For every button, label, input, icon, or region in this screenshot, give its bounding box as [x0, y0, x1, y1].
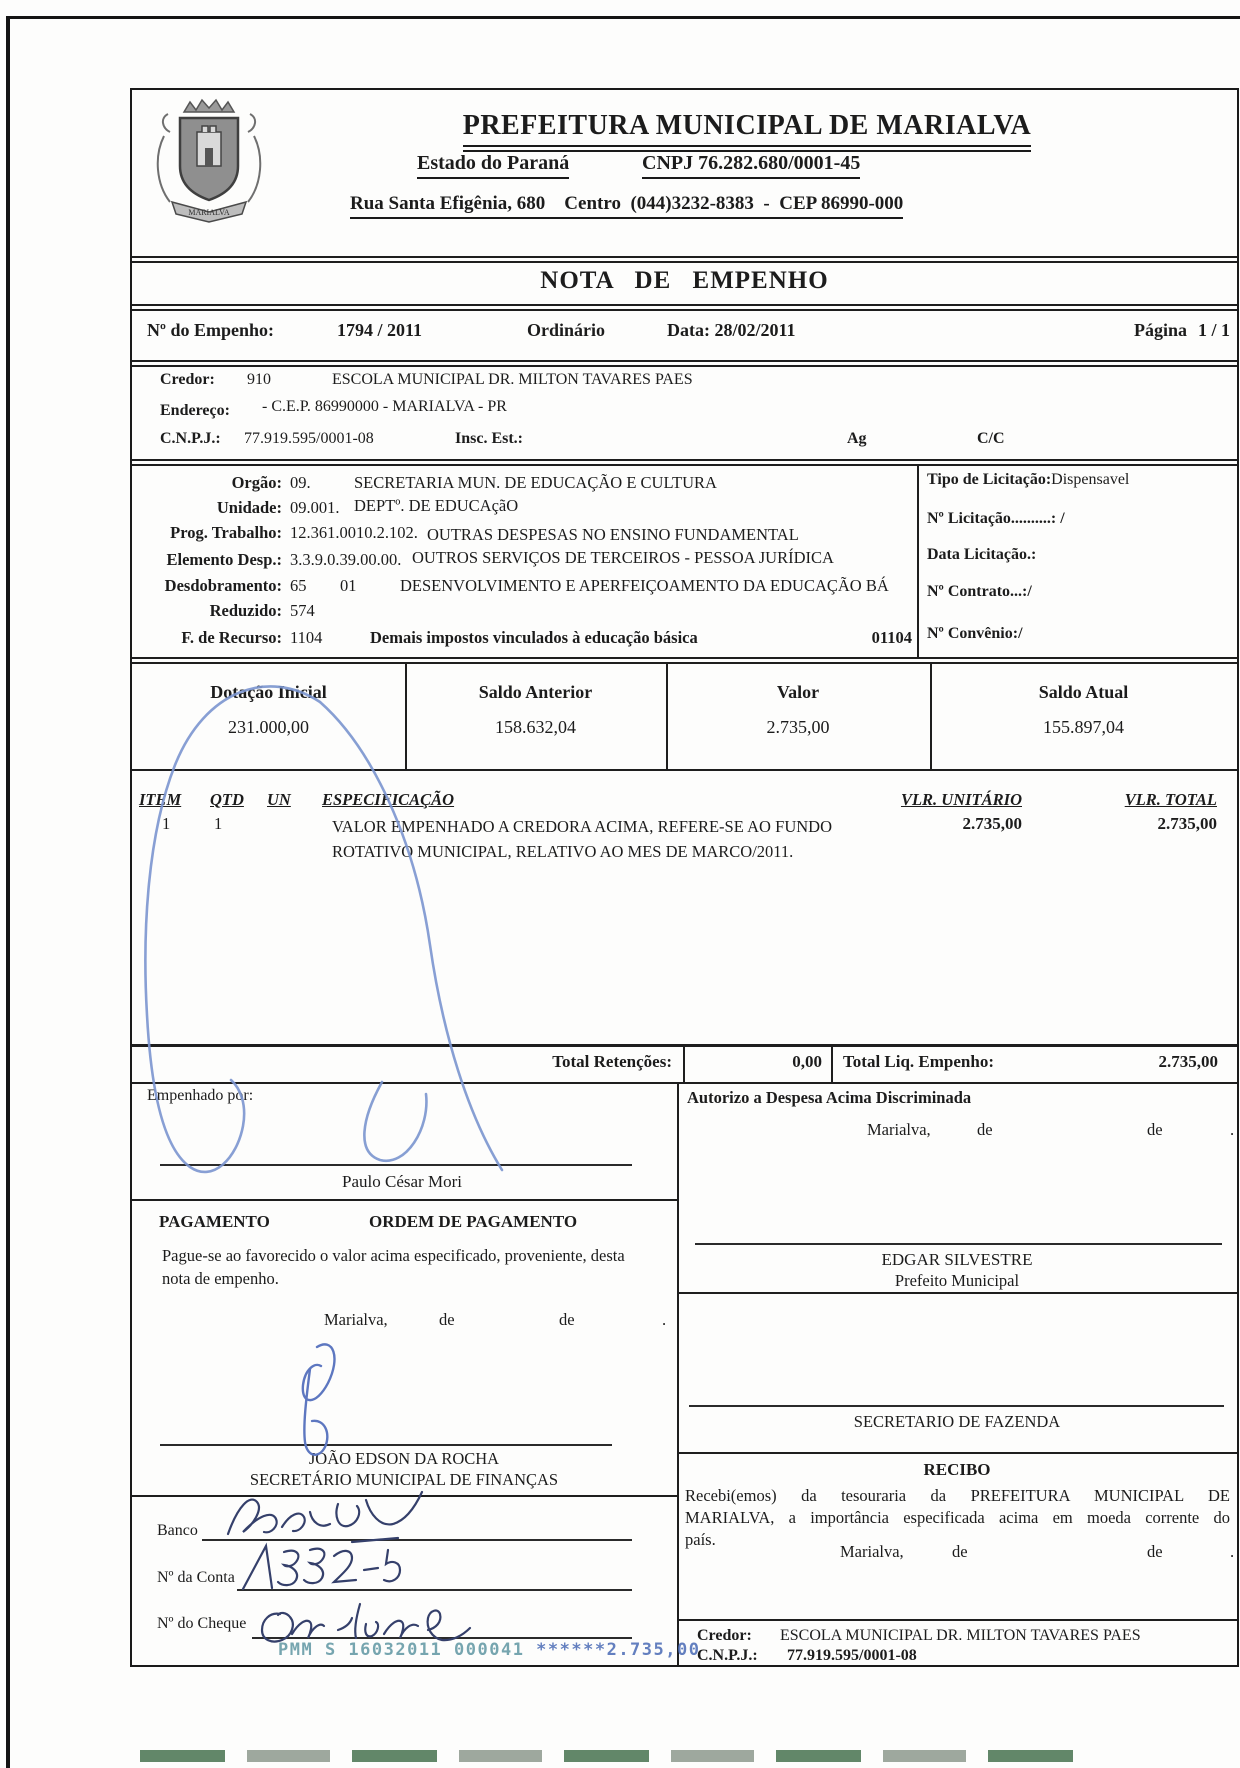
tipo-licitacao-row	[927, 471, 1129, 489]
autorizo-de2: de	[1147, 1120, 1163, 1139]
recibo-cnpj-value: 77.919.595/0001-08	[787, 1647, 917, 1664]
divider	[132, 304, 1237, 306]
banco-field-line	[202, 1539, 632, 1541]
orgao-label: Orgão:	[231, 473, 282, 492]
unidade-code: 09.001.	[290, 498, 340, 517]
header-cnpj: CNPJ 76.282.680/0001-45	[642, 152, 860, 179]
empenhado-name: Paulo César Mori	[342, 1172, 462, 1191]
dotacao-col-divider	[666, 662, 668, 769]
credor-cnpj-value: 77.919.595/0001-08	[244, 430, 374, 447]
scan-edge-left	[6, 16, 10, 1768]
right-divider	[677, 1292, 1237, 1294]
svg-text:MARIALVA: MARIALVA	[188, 208, 230, 217]
credor-code: 910	[247, 371, 271, 388]
insc-est-label: Insc. Est.:	[455, 430, 524, 447]
autorizo-de1: de	[977, 1120, 993, 1139]
saldo-atual-header: Saldo Atual	[1038, 682, 1129, 702]
reduzido-label: Reduzido:	[209, 601, 282, 620]
empenho-type: Ordinário	[527, 320, 606, 340]
item-number: 1	[162, 814, 171, 833]
right-divider	[677, 1452, 1237, 1454]
item-vlr-unitario: 2.735,00	[962, 814, 1022, 833]
elemento-desp-code: 3.3.9.0.39.00.00.	[290, 550, 402, 569]
divider	[132, 459, 1237, 461]
prog-trabalho-code: 12.361.0010.2.102.	[290, 523, 418, 542]
dotacao-inicial-header: Dotação Inicial	[210, 682, 327, 702]
divider	[132, 1082, 1237, 1084]
prefeito-title: Prefeito Municipal	[894, 1271, 1020, 1290]
fonte-recurso-label: F. de Recurso:	[181, 628, 282, 647]
total-liq-value: 2.735,00	[1158, 1052, 1218, 1071]
pagamento-de2: de	[559, 1310, 575, 1329]
dotacao-col-divider	[930, 662, 932, 769]
dotacao-inicial-value: 231.000,00	[228, 717, 309, 737]
autorizo-city: Marialva,	[867, 1120, 931, 1139]
bank-validation-stamp	[278, 1640, 700, 1660]
financas-name: JOÃO EDSON DA ROCHA	[308, 1449, 500, 1468]
pagamento-dot: .	[662, 1310, 667, 1329]
ag-label: Ag	[847, 430, 867, 447]
conta-label: Nº da Conta	[157, 1569, 235, 1586]
empenho-date: Data: 28/02/2011	[667, 320, 796, 340]
desdobramento-desc: DESENVOLVIMENTO E APERFEIÇOAMENTO DA EDUCAÇÃO BÁ	[400, 576, 889, 595]
valor-header: Valor	[776, 682, 820, 702]
recibo-city: Marialva,	[840, 1542, 904, 1561]
tipo-licitacao-label: Tipo de Licitação:	[927, 471, 1052, 488]
recibo-line1: Recebi(emos) da tesouraria da PREFEITURA MUNICIPAL DE	[685, 1486, 1230, 1505]
item-col-header: ITEM	[139, 790, 182, 809]
desdobramento-label: Desdobramento:	[164, 576, 282, 595]
pagamento-label: PAGAMENTO	[159, 1212, 270, 1231]
doc-title: NOTA DE EMPENHO	[540, 267, 829, 294]
especificacao-col-header: ESPECIFICAÇÃO	[322, 790, 455, 809]
elemento-desp-desc: OUTROS SERVIÇOS DE TERCEIROS - PESSOA JURÍDICA	[412, 548, 834, 567]
banco-label: Banco	[157, 1522, 198, 1539]
reduzido-code: 574	[290, 601, 315, 620]
total-liq-label: Total Liq. Empenho:	[843, 1052, 994, 1071]
fonte-recurso-desc: Demais impostos vinculados à educação básica	[370, 628, 698, 647]
num-contrato-label: Nº Contrato...:/	[927, 583, 1032, 600]
left-divider	[132, 1199, 677, 1201]
conta-field-line	[237, 1589, 632, 1591]
recibo-title: RECIBO	[923, 1460, 991, 1479]
pagamento-city: Marialva,	[324, 1310, 388, 1329]
saldo-anterior-value: 158.632,04	[495, 717, 576, 737]
autorizo-label: Autorizo a Despesa Acima Discriminada	[687, 1088, 972, 1107]
saldo-anterior-header: Saldo Anterior	[478, 682, 593, 702]
empenhado-por-label: Empenhado por:	[147, 1087, 254, 1104]
header-title-wrap	[282, 110, 1212, 147]
endereco-label: Endereço:	[160, 402, 230, 419]
endereco-value: - C.E.P. 86990000 - MARIALVA - PR	[262, 398, 507, 415]
right-divider	[677, 1619, 1237, 1621]
valor-value: 2.735,00	[766, 717, 830, 737]
totals-divider	[831, 1044, 833, 1082]
recibo-credor-label: Credor:	[697, 1627, 752, 1644]
desdobramento-code: 65	[290, 576, 307, 595]
credor-label: Credor:	[160, 371, 215, 388]
divider	[132, 261, 1237, 263]
divider	[132, 360, 1237, 362]
divider	[132, 309, 1237, 311]
recibo-dot: .	[1230, 1542, 1235, 1561]
financas-title: SECRETÁRIO MUNICIPAL DE FINANÇAS	[249, 1470, 559, 1489]
pague-se-line1: Pague-se ao favorecido o valor acima especificado, proveniente, desta	[162, 1246, 625, 1265]
nota-de-empenho-form	[130, 88, 1239, 1667]
total-retencoes-value: 0,00	[792, 1052, 822, 1071]
data-licitacao-label: Data Licitação.:	[927, 546, 1037, 563]
financas-signature-line	[160, 1444, 612, 1446]
fonte-recurso-extra: 01104	[871, 628, 912, 647]
orgao-code: 09.	[290, 473, 311, 492]
vlr-unitario-col-header: VLR. UNITÁRIO	[900, 790, 1022, 809]
prog-trabalho-label: Prog. Trabalho:	[170, 523, 282, 542]
divider	[132, 662, 1237, 664]
scan-color-strip	[140, 1750, 1090, 1762]
prefeito-signature-line	[695, 1243, 1222, 1245]
num-convenio-label: Nº Convênio:/	[927, 625, 1023, 642]
pague-se-line2: nota de empenho.	[162, 1269, 279, 1288]
fonte-recurso-code: 1104	[290, 628, 323, 647]
totals-divider	[683, 1044, 685, 1082]
pague-se-text	[162, 1244, 667, 1290]
item-spec	[332, 814, 832, 864]
municipal-coat-of-arms-logo	[150, 98, 268, 230]
left-divider	[132, 1495, 677, 1497]
pagamento-de1: de	[439, 1310, 455, 1329]
unidade-desc: DEPTº. DE EDUCAçãO	[354, 496, 519, 515]
page-value: 1 / 1	[1198, 320, 1231, 340]
doc-title-band	[132, 267, 1237, 295]
autorizo-dot: .	[1230, 1120, 1235, 1139]
fazenda-signature-line	[689, 1405, 1224, 1407]
dotacao-col-divider	[405, 662, 407, 769]
scan-edge-top	[6, 16, 1240, 19]
item-spec-line2: ROTATIVO MUNICIPAL, RELATIVO AO MES DE MARCO/2011.	[332, 842, 794, 861]
header-address: Rua Santa Efigênia, 680 Centro (044)3232-8383 - CEP 86990-000	[350, 193, 903, 219]
stamp-left: PMM S 16032011 000041	[278, 1640, 537, 1660]
divider	[132, 657, 1237, 659]
recibo-cnpj-label: C.N.P.J.:	[697, 1647, 758, 1664]
recibo-de2: de	[1147, 1542, 1163, 1561]
empenho-number-label: Nº do Empenho:	[147, 320, 274, 340]
unidade-label: Unidade:	[216, 498, 282, 517]
recibo-credor-name: ESCOLA MUNICIPAL DR. MILTON TAVARES PAES	[780, 1627, 1141, 1644]
num-licitacao-label: Nº Licitação..........: /	[927, 510, 1065, 527]
item-qtd: 1	[214, 814, 223, 833]
recibo-line3: país.	[685, 1530, 716, 1549]
bottom-column-divider	[677, 1082, 679, 1665]
prefeito-name: EDGAR SILVESTRE	[881, 1250, 1033, 1269]
empenho-number-value: 1794 / 2011	[337, 320, 423, 340]
item-spec-line1: VALOR EMPENHADO A CREDORA ACIMA, REFERE-SE AO FUNDO	[332, 817, 832, 836]
vlr-total-col-header: VLR. TOTAL	[1124, 790, 1217, 809]
ordem-pagamento-label: ORDEM DE PAGAMENTO	[369, 1212, 578, 1231]
orgao-licitacao-divider	[917, 464, 919, 657]
divider	[132, 464, 1237, 466]
elemento-desp-label: Elemento Desp.:	[166, 550, 282, 569]
page-label: Página	[1134, 320, 1188, 340]
recibo-de1: de	[952, 1542, 968, 1561]
total-retencoes-label: Total Retenções:	[552, 1052, 672, 1071]
divider	[132, 256, 1237, 258]
prefeitura-title: PREFEITURA MUNICIPAL DE MARIALVA	[463, 110, 1032, 147]
fazenda-title: SECRETARIO DE FAZENDA	[853, 1412, 1061, 1431]
credor-cnpj-label: C.N.P.J.:	[160, 430, 221, 447]
desdobramento-code2: 01	[340, 576, 357, 595]
orgao-desc: SECRETARIA MUN. DE EDUCAÇÃO E CULTURA	[354, 473, 717, 492]
item-vlr-total: 2.735,00	[1157, 814, 1217, 833]
un-col-header: UN	[267, 790, 291, 809]
header-state: Estado do Paraná	[417, 152, 569, 179]
cc-label: C/C	[977, 430, 1005, 447]
credor-name: ESCOLA MUNICIPAL DR. MILTON TAVARES PAES	[332, 371, 693, 388]
qtd-col-header: QTD	[210, 790, 244, 809]
recibo-line2: MARIALVA, a importância especificada acima em moeda corrente do	[685, 1508, 1230, 1527]
cheque-label: Nº do Cheque	[157, 1615, 247, 1632]
tipo-licitacao-value: Dispensavel	[1051, 471, 1130, 488]
divider	[132, 365, 1237, 367]
saldo-atual-value: 155.897,04	[1043, 717, 1124, 737]
prog-trabalho-desc: OUTRAS DESPESAS NO ENSINO FUNDAMENTAL	[427, 525, 799, 544]
divider	[132, 769, 1237, 771]
cheque-field-line	[252, 1637, 632, 1639]
empenhado-signature-line	[160, 1164, 632, 1166]
stamp-right: ******2.735,00	[536, 1640, 701, 1660]
